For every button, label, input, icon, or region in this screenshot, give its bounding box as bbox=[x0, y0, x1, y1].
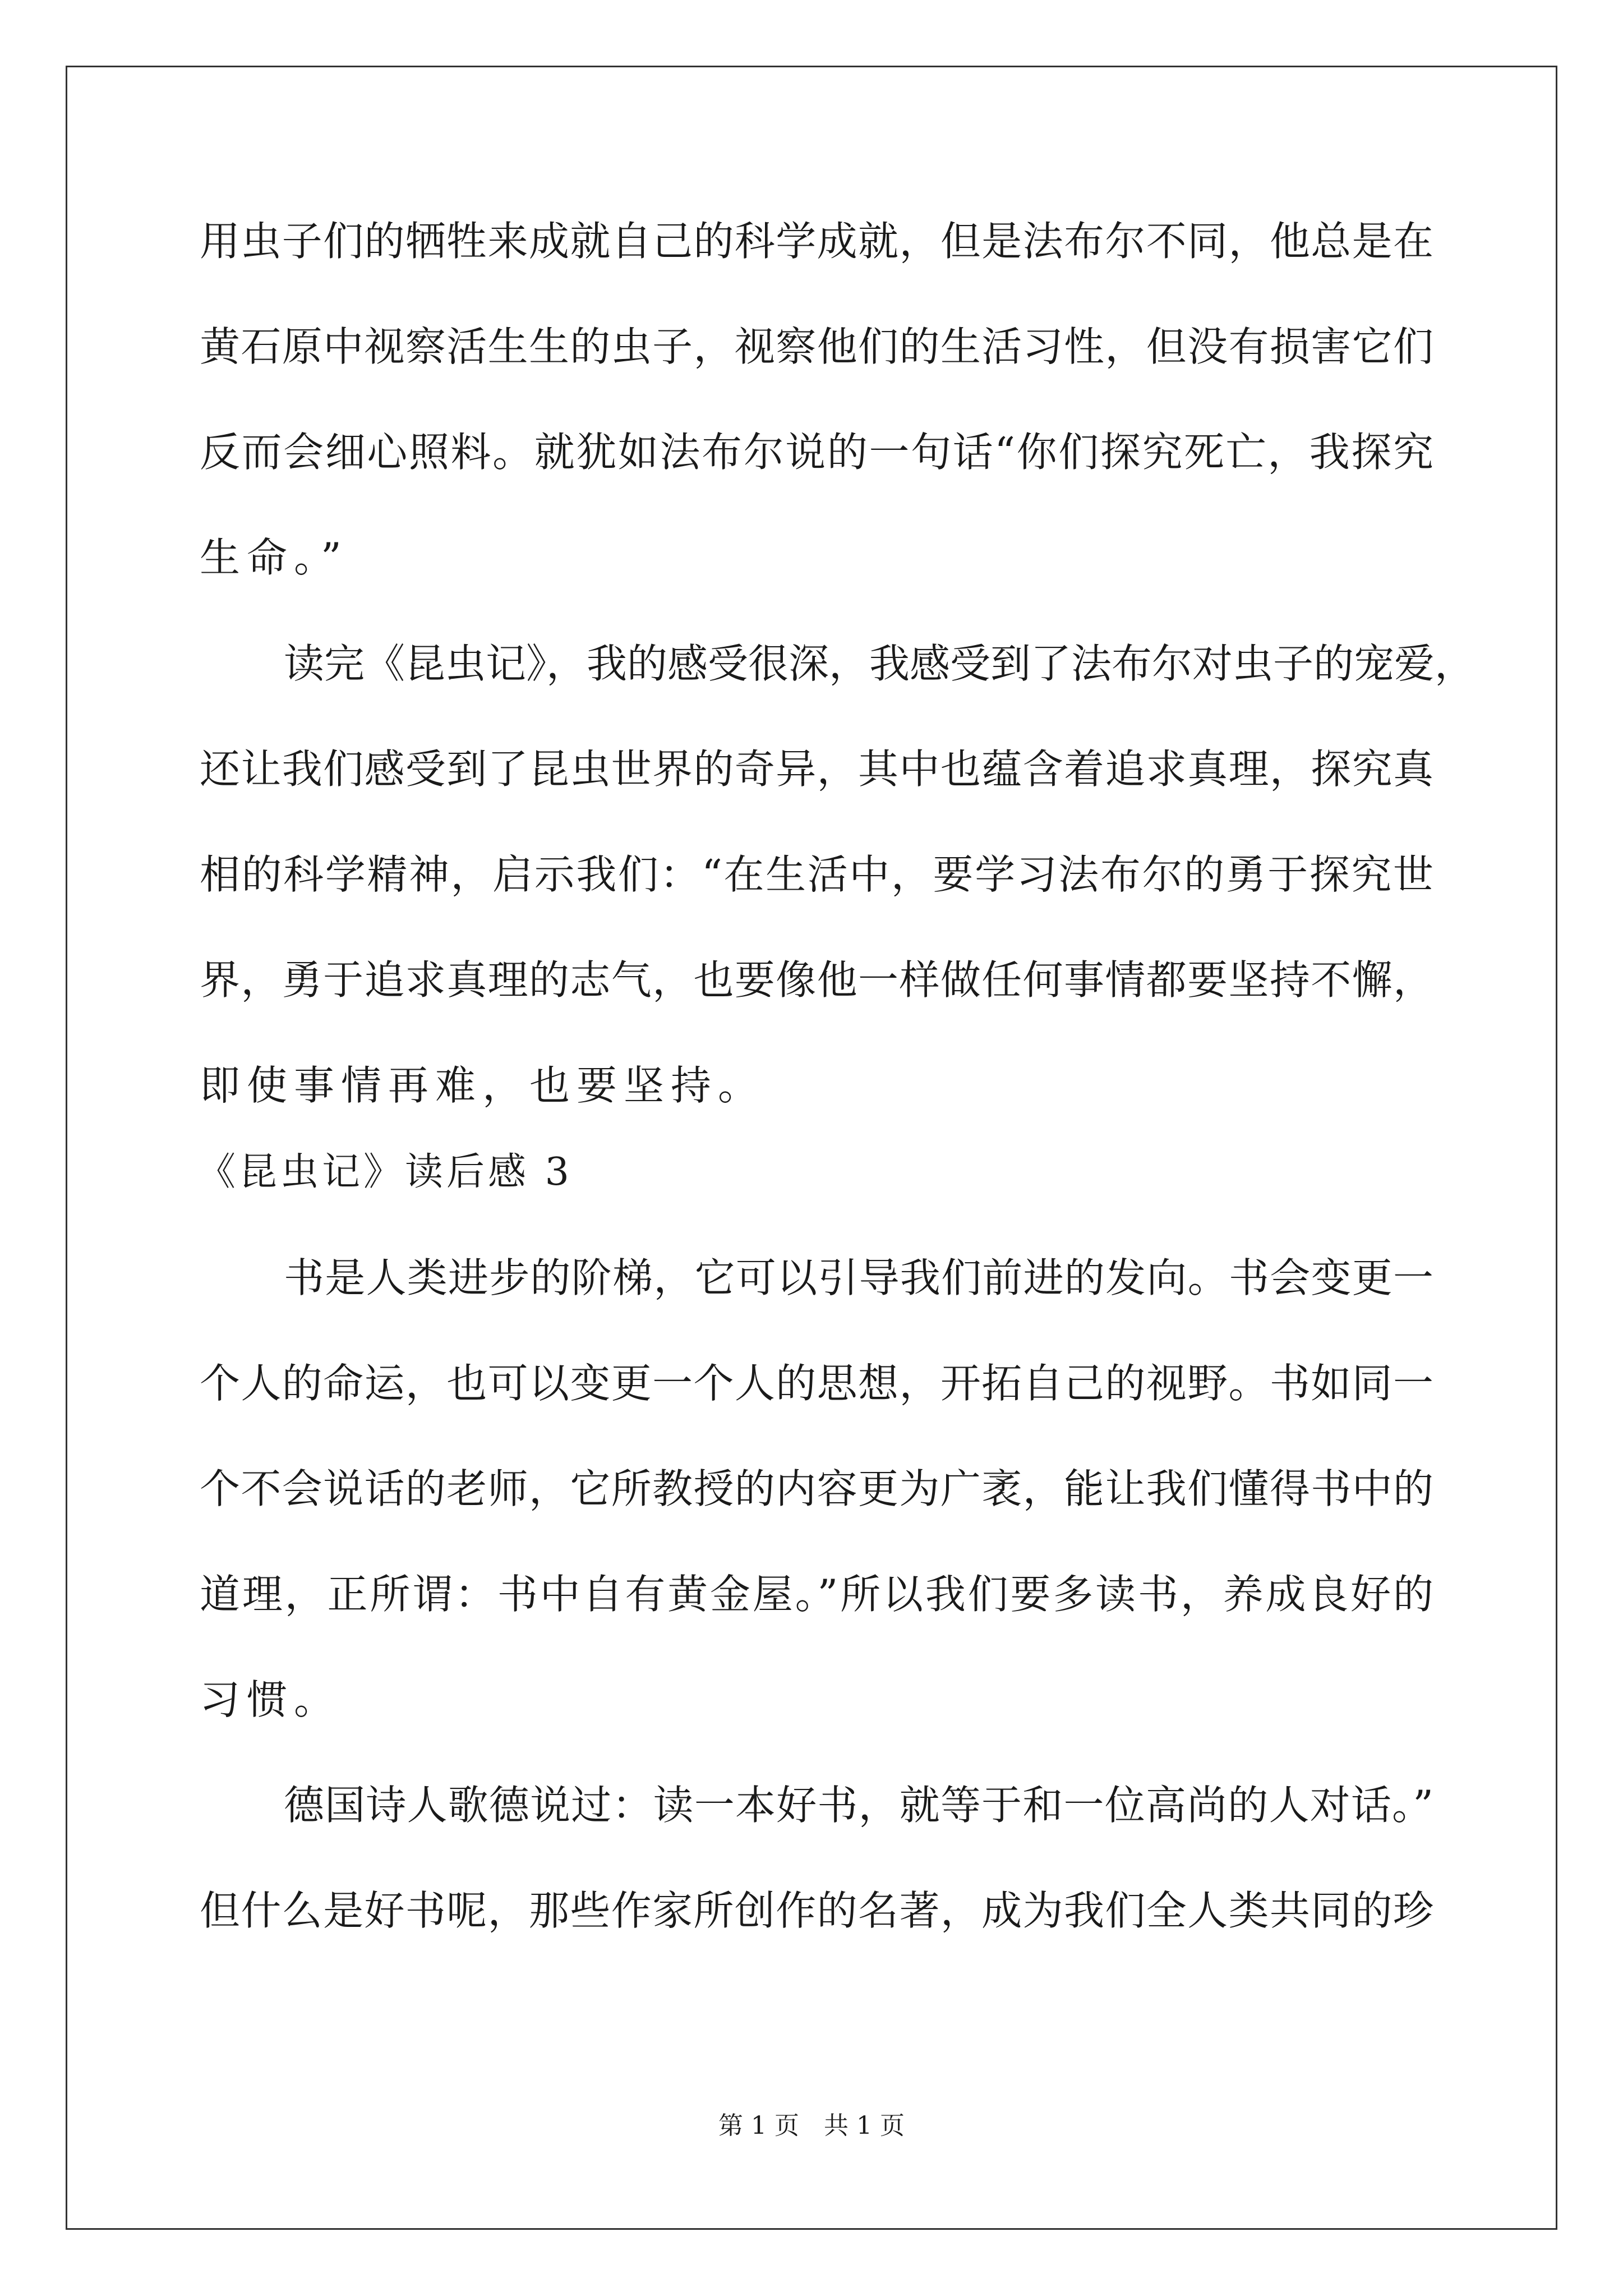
paragraph-first-line: 读完《昆虫记》，我的感受很深，我感受到了法布尔对虫子的宠爱， bbox=[284, 640, 1476, 687]
text-line: 黄石原中视察活生生的虫子，视察他们的生活习性，但没有损害它们 bbox=[200, 323, 1433, 370]
text-line: 还让我们感受到了昆虫世界的奇异，其中也蕴含着追求真理，探究真 bbox=[200, 746, 1433, 793]
paragraph-first-line: 书是人类进步的阶梯，它可以引导我们前进的发向。书会变更一 bbox=[284, 1254, 1433, 1301]
text-line: 个人的命运，也可以变更一个人的思想，开拓自己的视野。书如同一 bbox=[200, 1360, 1433, 1407]
text-line: 生命。” bbox=[200, 534, 348, 581]
section-heading: 《昆虫记》读后感 3 bbox=[197, 1150, 573, 1194]
text-line: 习惯。 bbox=[200, 1676, 342, 1723]
text-line: 反而会细心照料。就犹如法布尔说的一句话“你们探究死亡，我探究 bbox=[200, 429, 1433, 476]
text-line: 但什么是好书呢，那些作家所创作的名著，成为我们全人类共同的珍 bbox=[200, 1887, 1433, 1934]
text-line: 相的科学精神，启示我们：“在生活中，要学习法布尔的勇于探究世 bbox=[200, 851, 1433, 898]
text-line: 道理，正所谓：书中自有黄金屋。”所以我们要多读书，养成良好的 bbox=[200, 1571, 1433, 1618]
text-line: 用虫子们的牺牲来成就自己的科学成就，但是法布尔不同，他总是在 bbox=[200, 218, 1433, 265]
text-line: 界，勇于追求真理的志气，也要像他一样做任何事情都要坚持不懈， bbox=[200, 956, 1433, 1004]
text-line: 即使事情再难，也要坚持。 bbox=[200, 1062, 766, 1109]
page-number: 第 1 页 共 1 页 bbox=[718, 2111, 905, 2140]
text-line: 个不会说话的老师，它所教授的内容更为广袤，能让我们懂得书中的 bbox=[200, 1465, 1433, 1512]
paragraph-first-line: 德国诗人歌德说过：读一本好书，就等于和一位高尚的人对话。” bbox=[284, 1782, 1433, 1829]
